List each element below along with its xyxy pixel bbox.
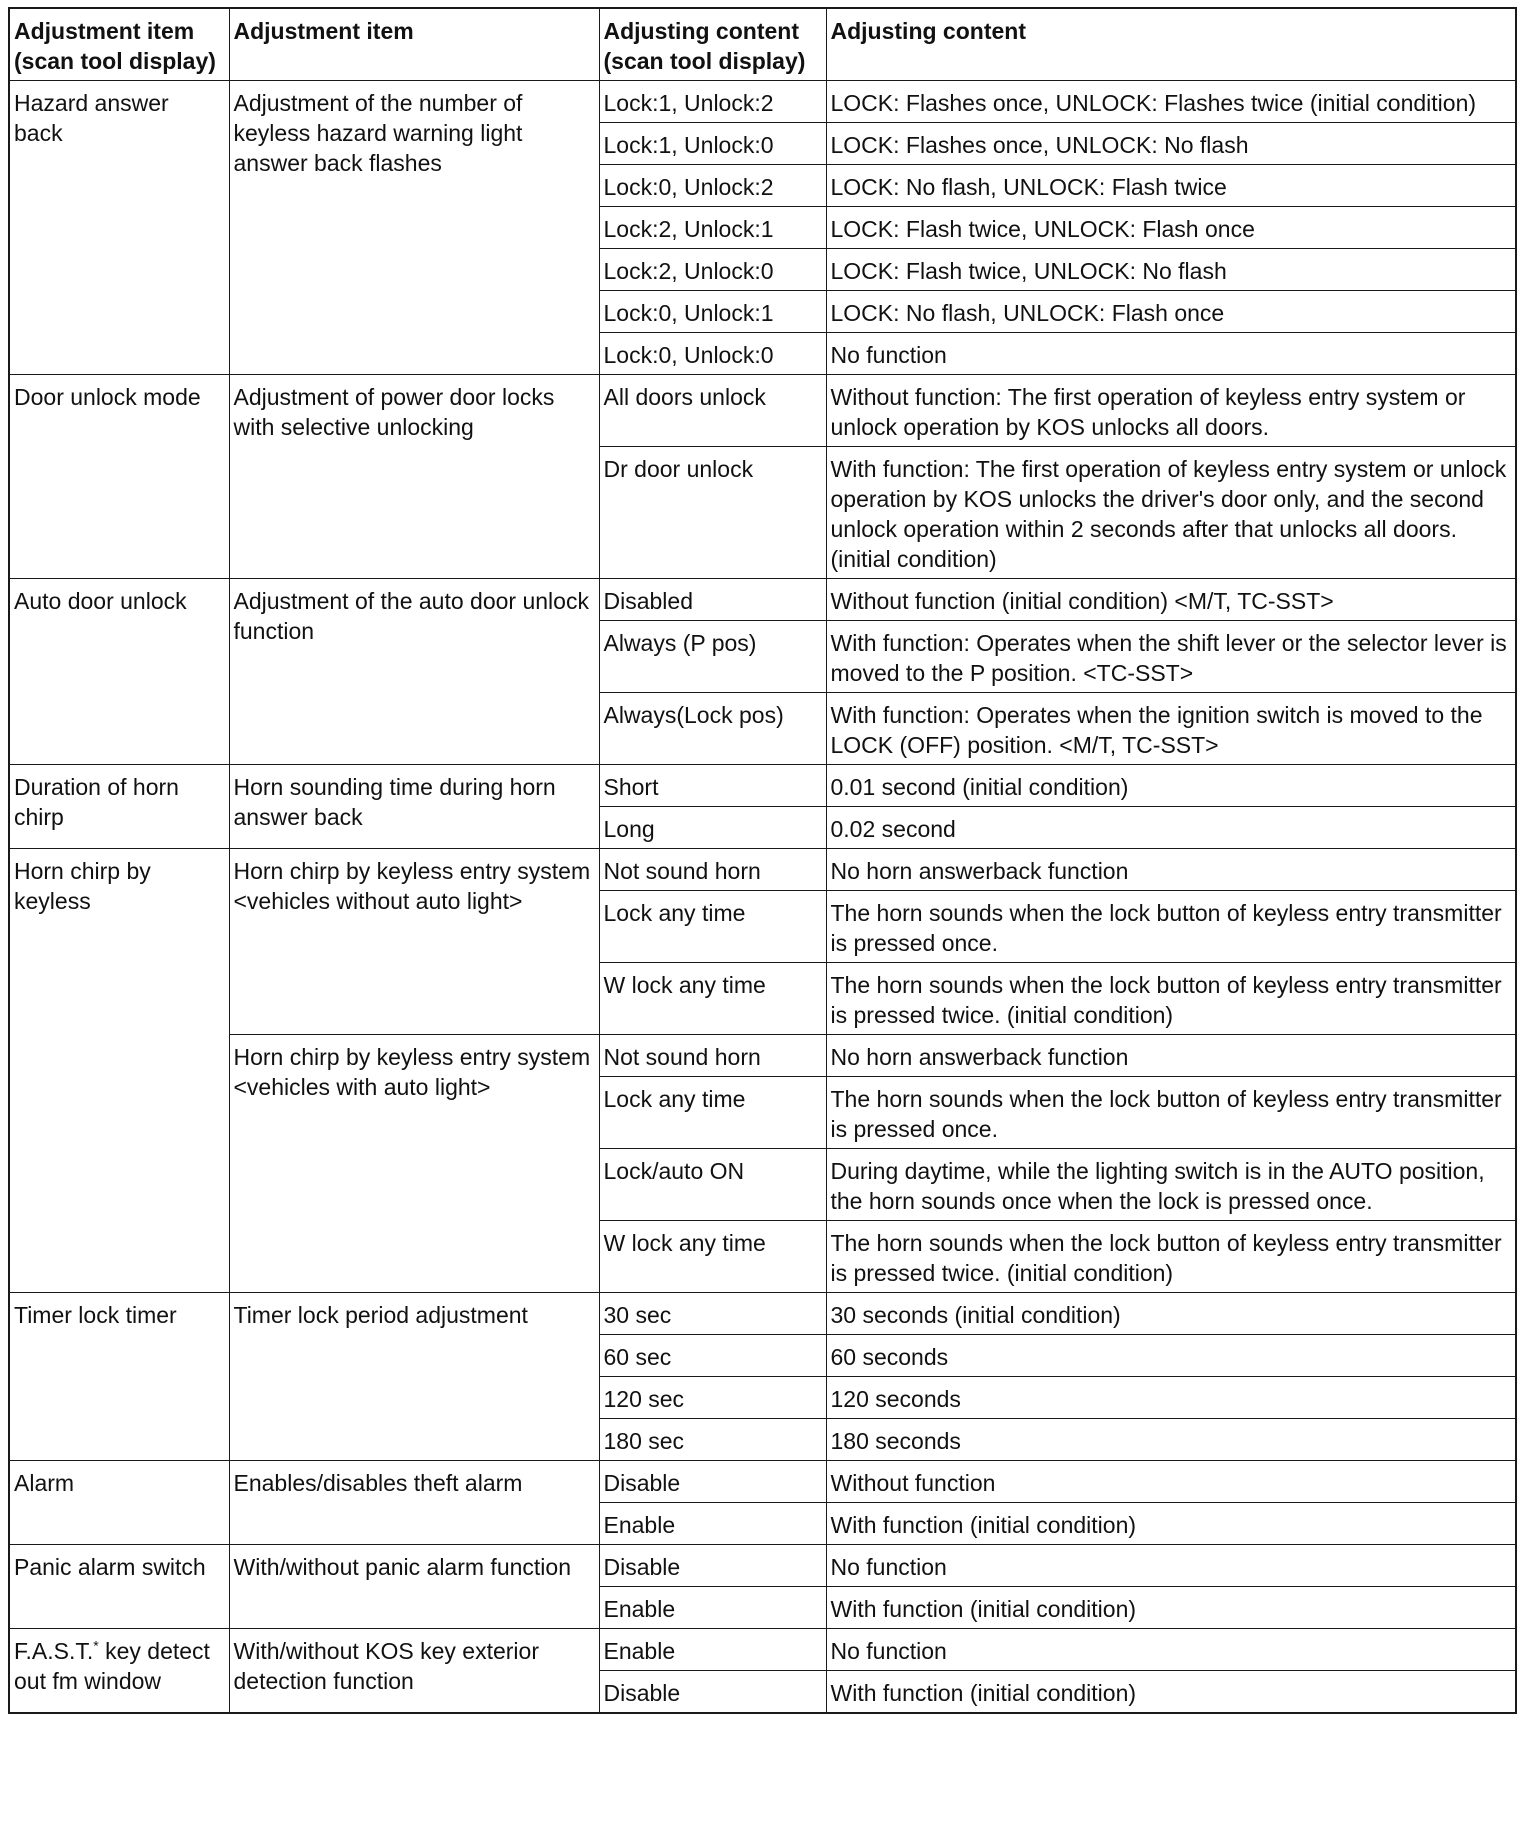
content-display-cell: Lock any time [599, 1077, 826, 1149]
content-cell: With function (initial condition) [826, 1503, 1516, 1545]
item-display-cell: Door unlock mode [9, 375, 229, 579]
content-display-cell: Lock:0, Unlock:2 [599, 165, 826, 207]
content-display-cell: Enable [599, 1587, 826, 1629]
content-cell: 180 seconds [826, 1419, 1516, 1461]
header-content: Adjusting content [826, 8, 1516, 81]
content-display-cell: W lock any time [599, 1221, 826, 1293]
content-cell: Without function: The first operation of keyless entry system or unlock operation by KOS unlocks all doors. [826, 375, 1516, 447]
content-cell: Without function [826, 1461, 1516, 1503]
table-row [9, 1545, 1516, 1587]
item-cell: Enables/disables theft alarm [229, 1461, 599, 1545]
table-body [9, 81, 1516, 1714]
content-cell: LOCK: Flashes once, UNLOCK: Flashes twice (initial condition) [826, 81, 1516, 123]
content-cell: No function [826, 1629, 1516, 1671]
content-display-cell: Enable [599, 1503, 826, 1545]
table-row [9, 849, 1516, 891]
table-row [9, 1035, 1516, 1077]
content-cell: 60 seconds [826, 1335, 1516, 1377]
header-content-display: Adjusting content (scan tool display) [599, 8, 826, 81]
content-display-cell: Not sound horn [599, 1035, 826, 1077]
item-display-cell: Duration of horn chirp [9, 765, 229, 849]
content-cell: No function [826, 333, 1516, 375]
item-cell: Adjustment of power door locks with selective unlocking [229, 375, 599, 579]
content-display-cell: All doors unlock [599, 375, 826, 447]
content-display-cell: Lock any time [599, 891, 826, 963]
content-cell: The horn sounds when the lock button of keyless entry transmitter is pressed once. [826, 1077, 1516, 1149]
table-row [9, 375, 1516, 447]
table-row [9, 1461, 1516, 1503]
content-display-cell: Lock:0, Unlock:1 [599, 291, 826, 333]
item-display-cell: Panic alarm switch [9, 1545, 229, 1629]
content-cell: 0.01 second (initial condition) [826, 765, 1516, 807]
content-display-cell: Disable [599, 1461, 826, 1503]
content-display-cell: Lock/auto ON [599, 1149, 826, 1221]
content-cell: With function: Operates when the shift lever or the selector lever is moved to the P position. <TC-SST> [826, 621, 1516, 693]
content-cell: With function (initial condition) [826, 1587, 1516, 1629]
item-cell: With/without KOS key exterior detection function [229, 1629, 599, 1714]
item-cell: Adjustment of the auto door unlock function [229, 579, 599, 765]
content-display-cell: Lock:1, Unlock:0 [599, 123, 826, 165]
item-display-cell: Alarm [9, 1461, 229, 1545]
content-cell: LOCK: Flash twice, UNLOCK: Flash once [826, 207, 1516, 249]
item-display-cell: F.A.S.T.* key detect out fm window [9, 1629, 229, 1714]
content-cell: LOCK: Flash twice, UNLOCK: No flash [826, 249, 1516, 291]
item-cell: With/without panic alarm function [229, 1545, 599, 1629]
content-display-cell: Disabled [599, 579, 826, 621]
content-cell: With function (initial condition) [826, 1671, 1516, 1714]
adjustment-table [8, 7, 1517, 1714]
content-display-cell: Lock:0, Unlock:0 [599, 333, 826, 375]
content-display-cell: Enable [599, 1629, 826, 1671]
content-display-cell: Dr door unlock [599, 447, 826, 579]
content-cell: 30 seconds (initial condition) [826, 1293, 1516, 1335]
content-display-cell: 180 sec [599, 1419, 826, 1461]
content-display-cell: Always(Lock pos) [599, 693, 826, 765]
content-display-cell: 60 sec [599, 1335, 826, 1377]
content-cell: No function [826, 1545, 1516, 1587]
table-row [9, 579, 1516, 621]
content-cell: The horn sounds when the lock button of keyless entry transmitter is pressed twice. (initial condition) [826, 1221, 1516, 1293]
content-cell: No horn answerback function [826, 849, 1516, 891]
content-cell: The horn sounds when the lock button of keyless entry transmitter is pressed once. [826, 891, 1516, 963]
item-cell: Horn chirp by keyless entry system <vehicles with auto light> [229, 1035, 599, 1293]
content-display-cell: 30 sec [599, 1293, 826, 1335]
content-cell: 120 seconds [826, 1377, 1516, 1419]
content-cell: LOCK: No flash, UNLOCK: Flash twice [826, 165, 1516, 207]
content-cell: 0.02 second [826, 807, 1516, 849]
content-display-cell: 120 sec [599, 1377, 826, 1419]
item-display-cell: Auto door unlock [9, 579, 229, 765]
content-display-cell: Disable [599, 1545, 826, 1587]
item-cell: Timer lock period adjustment [229, 1293, 599, 1461]
item-display-cell: Timer lock timer [9, 1293, 229, 1461]
content-cell: The horn sounds when the lock button of keyless entry transmitter is pressed twice. (initial condition) [826, 963, 1516, 1035]
content-display-cell: Lock:1, Unlock:2 [599, 81, 826, 123]
content-cell: With function: The first operation of keyless entry system or unlock operation by KOS unlocks the driver's door only, and the second unlock operation within 2 seconds after that unlocks all doors. (initial condition) [826, 447, 1516, 579]
content-display-cell: Short [599, 765, 826, 807]
content-display-cell: Disable [599, 1671, 826, 1714]
table-row [9, 1293, 1516, 1335]
adjustment-document [8, 7, 1517, 1714]
item-cell: Adjustment of the number of keyless hazard warning light answer back flashes [229, 81, 599, 375]
content-display-cell: W lock any time [599, 963, 826, 1035]
content-display-cell: Long [599, 807, 826, 849]
content-display-cell: Lock:2, Unlock:0 [599, 249, 826, 291]
content-cell: With function: Operates when the ignition switch is moved to the LOCK (OFF) position. <M/T, TC-SST> [826, 693, 1516, 765]
header-item: Adjustment item [229, 8, 599, 81]
header-item-display: Adjustment item (scan tool display) [9, 8, 229, 81]
table-row [9, 81, 1516, 123]
table-row [9, 765, 1516, 807]
content-cell: No horn answerback function [826, 1035, 1516, 1077]
item-cell: Horn chirp by keyless entry system <vehicles without auto light> [229, 849, 599, 1035]
item-display-cell: Hazard answer back [9, 81, 229, 375]
content-cell: Without function (initial condition) <M/T, TC-SST> [826, 579, 1516, 621]
content-cell: LOCK: Flashes once, UNLOCK: No flash [826, 123, 1516, 165]
content-display-cell: Lock:2, Unlock:1 [599, 207, 826, 249]
item-display-cell: Horn chirp by keyless [9, 849, 229, 1293]
content-display-cell: Always (P pos) [599, 621, 826, 693]
content-cell: During daytime, while the lighting switch is in the AUTO position, the horn sounds once when the lock is pressed once. [826, 1149, 1516, 1221]
item-cell: Horn sounding time during horn answer back [229, 765, 599, 849]
content-cell: LOCK: No flash, UNLOCK: Flash once [826, 291, 1516, 333]
content-display-cell: Not sound horn [599, 849, 826, 891]
header-row [9, 8, 1516, 81]
table-row [9, 1629, 1516, 1671]
